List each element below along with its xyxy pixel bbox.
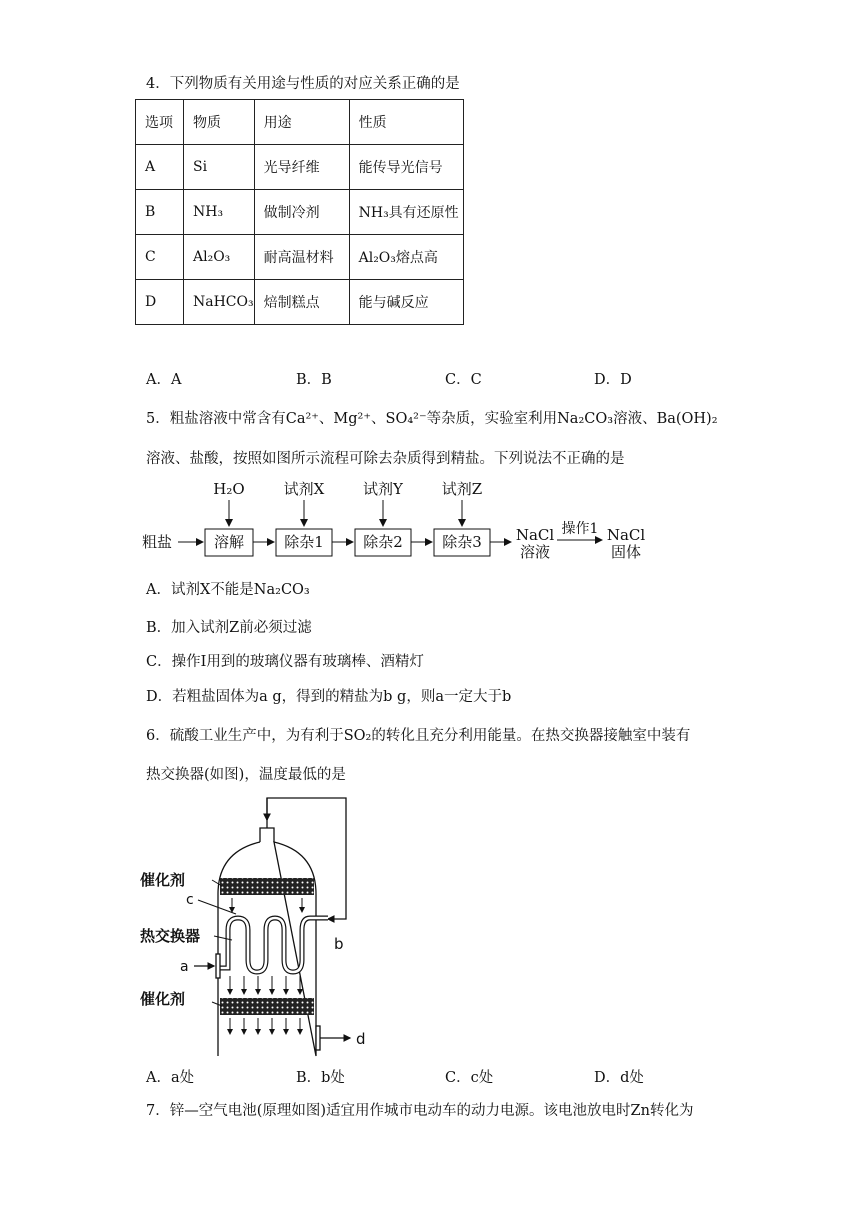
label-a: a [180,959,189,975]
q5-option-b: B．加入试剂Z前必须过滤 [146,620,312,636]
q5-flow-diagram [140,478,660,564]
table-cell: Al₂O₃熔点高 [349,235,463,280]
label-c: c [186,892,194,908]
table-cell: 耐高温材料 [254,235,349,280]
label-d: d [356,1030,366,1048]
catalyst-bed-bottom [220,998,314,1015]
table-row [136,145,464,190]
q6-converter-diagram [140,790,400,1062]
flow-solid-line1: NaCl [606,526,646,544]
table-cell: 做制冷剂 [254,190,349,235]
q6-stem-line2: 热交换器(如图)，温度最低的是 [146,767,346,783]
label-catalyst-bottom: 催化剂 [140,990,186,1008]
q6-option-b: B．b处 [296,1070,345,1086]
table-cell: NH₃具有还原性 [349,190,463,235]
table-cell: Al₂O₃ [184,235,255,280]
q7-stem-line1: 7．锌—空气电池(原理如图)适宜用作城市电动车的动力电源。该电池放电时Zn转化为 [146,1103,694,1119]
q4-option-b: B．B [296,372,332,388]
table-cell: 能传导光信号 [349,145,463,190]
flow-solid-line2: 固体 [610,543,642,561]
table-row [136,280,464,325]
q5-stem-line1: 5．粗盐溶液中常含有Ca²⁺、Mg²⁺、SO₄²⁻等杂质，实验室利用Na₂CO₃溶液、Ba(OH)₂ [146,411,718,427]
reagent-label: 试剂X [283,480,325,498]
flow-box-label: 除杂2 [363,533,403,551]
flow-operation-label: 操作1 [561,521,599,537]
table-row [136,190,464,235]
q4-option-d: D．D [594,372,632,388]
table-cell: B [136,190,184,235]
q6-option-c: C．c处 [445,1070,494,1086]
table-cell: D [136,280,184,325]
table-cell: A [136,145,184,190]
table-cell: C [136,235,184,280]
table-cell: NaHCO₃ [184,280,255,325]
q6-option-a: A．a处 [146,1070,195,1086]
table-header-cell: 物质 [184,100,255,145]
table-cell: 光导纤维 [254,145,349,190]
q4-option-c: C．C [445,372,482,388]
table-header-row [136,100,464,145]
flow-start-label: 粗盐 [142,533,173,551]
table-cell: 能与碱反应 [349,280,463,325]
reagent-label: H₂O [213,480,245,498]
catalyst-bed-top [220,878,314,895]
table-header-cell: 性质 [349,100,463,145]
flow-solution-line1: NaCl [515,526,555,544]
q5-option-a: A．试剂X不能是Na₂CO₃ [146,582,310,598]
flow-box-label: 溶解 [213,533,245,551]
q5-option-d: D．若粗盐固体为a g，得到的精盐为b g，则a一定大于b [146,689,512,705]
table-header-cell: 用途 [254,100,349,145]
table-header-cell: 选项 [136,100,184,145]
flow-solution-line2: 溶液 [519,543,551,561]
reagent-label: 试剂Y [363,480,403,498]
table-cell: Si [184,145,255,190]
table-cell: NH₃ [184,190,255,235]
q4-stem: 4．下列物质有关用途与性质的对应关系正确的是 [146,76,460,92]
q4-option-a: A．A [146,372,182,388]
reagent-label: 试剂Z [441,480,483,498]
q6-stem-line1: 6．硫酸工业生产中，为有利于SO₂的转化且充分利用能量。在热交换器接触室中装有 [146,728,691,744]
label-heat-exchanger: 热交换器 [140,927,201,945]
label-catalyst-top: 催化剂 [140,871,186,889]
q5-stem-line2: 溶液、盐酸，按照如图所示流程可除去杂质得到精盐。下列说法不正确的是 [146,451,625,467]
label-b: b [334,935,344,953]
table-cell: 焙制糕点 [254,280,349,325]
q6-option-d: D．d处 [594,1070,644,1086]
table-row [136,235,464,280]
q4-table [135,99,464,325]
flow-box-label: 除杂3 [442,533,482,551]
flow-box-label: 除杂1 [284,533,324,551]
q5-option-c: C．操作I用到的玻璃仪器有玻璃棒、酒精灯 [146,654,424,670]
